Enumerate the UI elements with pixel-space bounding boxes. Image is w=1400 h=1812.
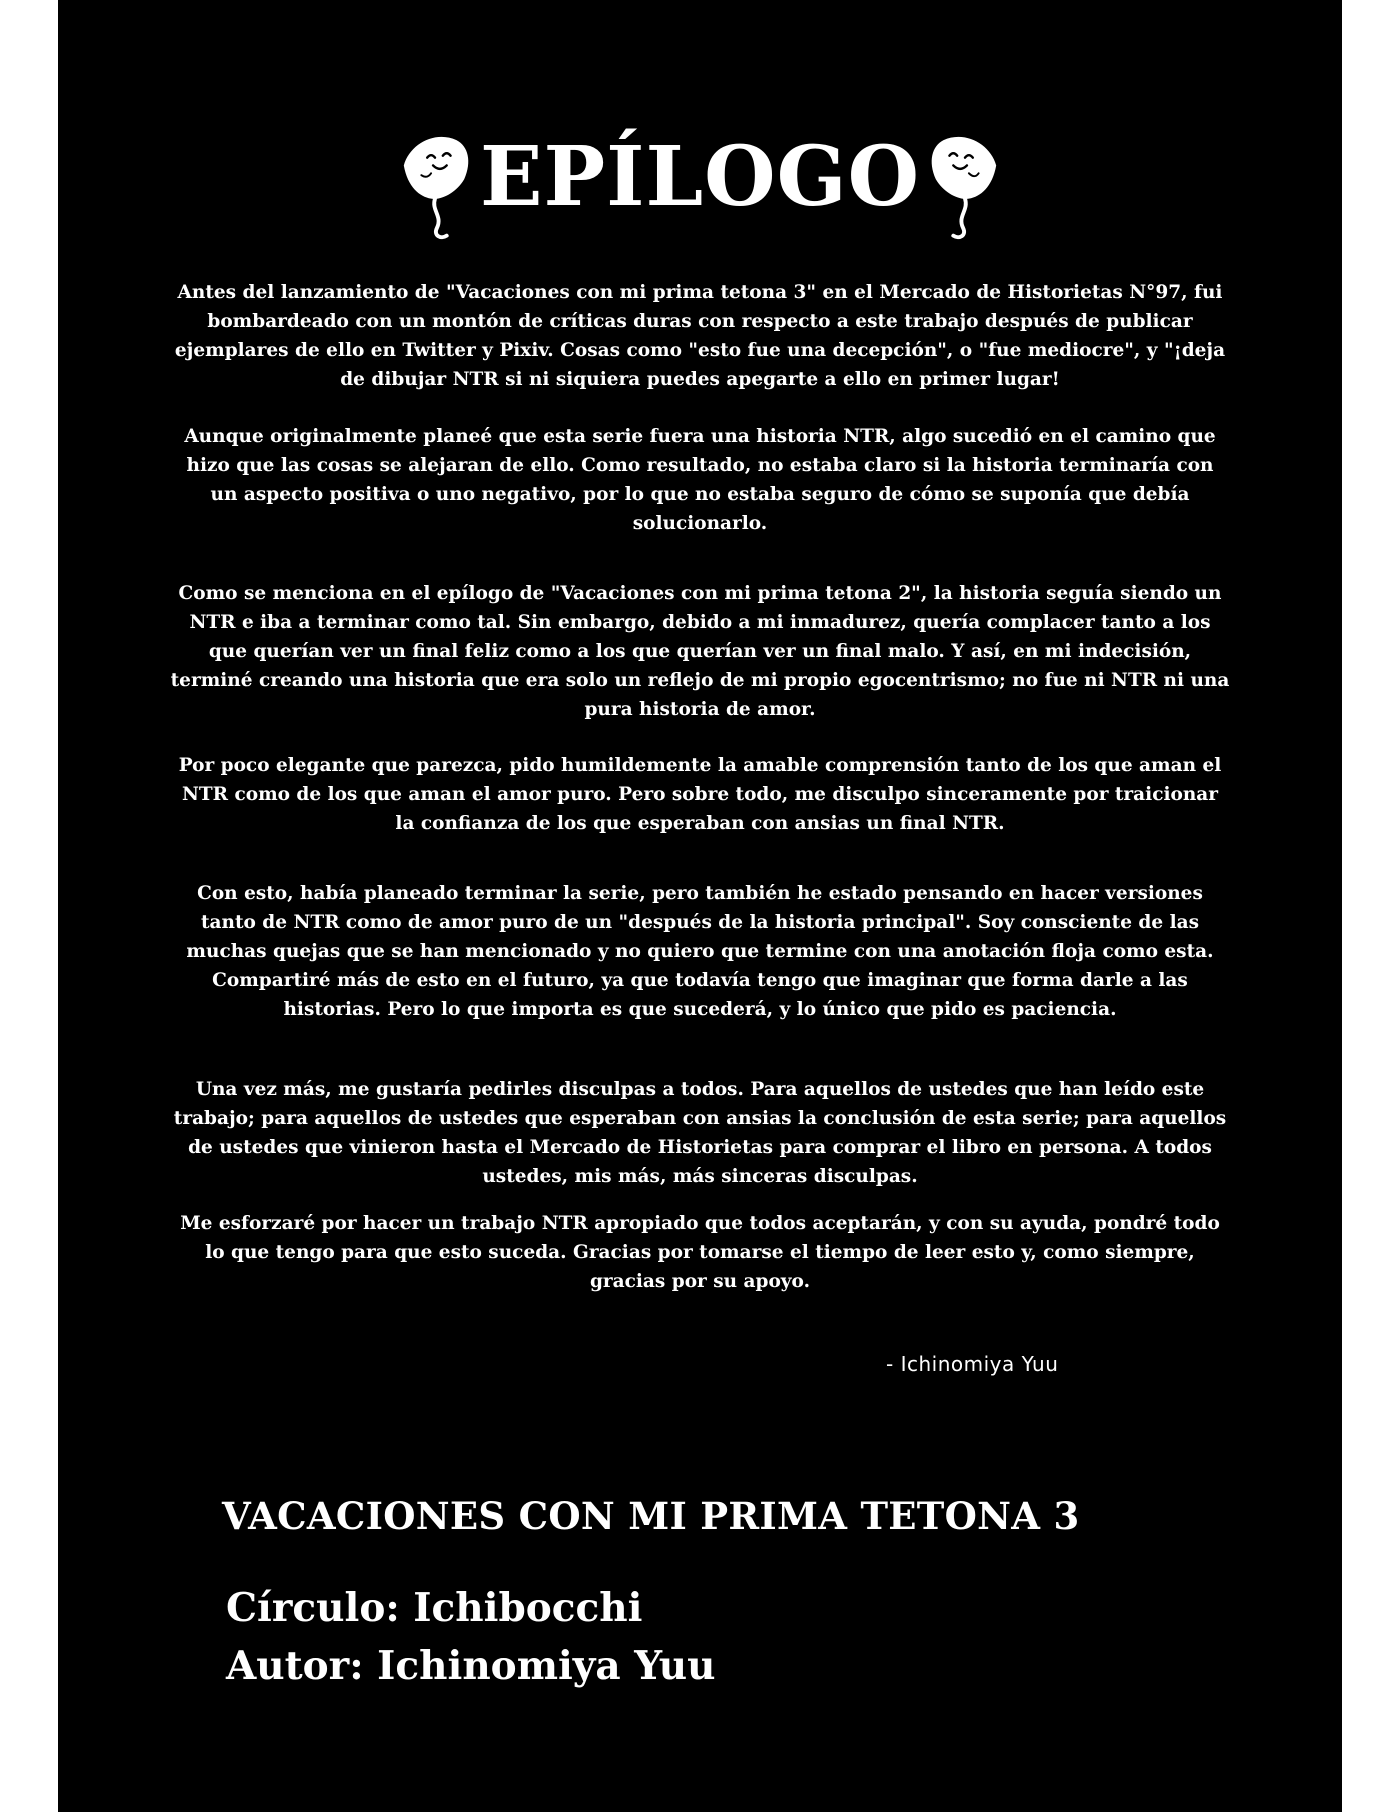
signature: - Ichinomiya Yuu <box>886 1352 1059 1376</box>
epilogue-title: EPÍLOGO <box>479 129 921 225</box>
paragraph: Como se menciona en el epílogo de "Vacaciones con mi prima tetona 2", la historia seguía siendo un NTR e iba a terminar como tal. Sin embargo, debido a mi inmadurez, quería complacer tanto a los que querían ver un final feliz como a los que querían ver un final malo. Y así, en mi indecisión, terminé creando una historia que era solo un reflejo de mi propio egocentrismo; no fue ni NTR ni una pura historia de amor. <box>170 583 1230 720</box>
paragraph: Una vez más, me gustaría pedirles disculpas a todos. Para aquellos de ustedes que han leído este trabajo; para aquellos de ustedes que esperaban con ansias la conclusión de esta serie; para aquellos de ustedes que vinieron hasta el Mercado de Historietas para comprar el libro en persona. A todos ustedes, mis más, más sinceras disculpas. <box>173 1079 1227 1187</box>
stingray-mascot-icon <box>396 122 474 244</box>
paragraph: Por poco elegante que parezca, pido humildemente la amable comprensión tanto de los que aman el NTR como de los que aman el amor puro. Pero sobre todo, me disculpo sinceramente por traicionar la confianza de los que esperaban con ansias un final NTR. <box>178 755 1222 834</box>
title-row <box>58 118 1342 248</box>
epilogue-page <box>58 0 1342 1812</box>
epilogue-body <box>170 278 1230 1296</box>
paragraph: Me esforzaré por hacer un trabajo NTR apropiado que todos aceptarán, y con su ayuda, pondré todo lo que tengo para que esto suceda. Gracias por tomarse el tiempo de leer esto y, como siempre, gracias por su apoyo. <box>180 1213 1220 1292</box>
paragraph: Antes del lanzamiento de "Vacaciones con mi prima tetona 3" en el Mercado de Historietas N°97, fui bombardeado con un montón de críticas duras con respecto a este trabajo después de publicar ejemplares de ello en Twitter y Pixiv. Cosas como "esto fue una decepción", o "fue mediocre", y "¡deja de dibujar NTR si ni siquiera puedes apegarte a ello en primer lugar! <box>174 282 1226 390</box>
paragraph: Aunque originalmente planeé que esta serie fuera una historia NTR, algo sucedió en el camino que hizo que las cosas se alejaran de ello. Como resultado, no estaba claro si la historia terminaría con un aspecto positiva o uno negativo, por lo que no estaba seguro de cómo se suponía que debía solucionarlo. <box>184 426 1216 534</box>
circle-credit: Círculo: Ichibocchi <box>226 1585 643 1631</box>
stingray-mascot-icon <box>926 122 1004 244</box>
book-title: VACACIONES CON MI PRIMA TETONA 3 <box>222 1494 1080 1538</box>
author-credit: Autor: Ichinomiya Yuu <box>226 1643 716 1689</box>
paragraph: Con esto, había planeado terminar la serie, pero también he estado pensando en hacer versiones tanto de NTR como de amor puro de un "después de la historia principal". Soy consciente de las muchas quejas que se han mencionado y no quiero que termine con una anotación floja como esta. Compartiré más de esto en el futuro, ya que todavía tengo que imaginar que forma darle a las historias. Pero lo que importa es que sucederá, y lo único que pido es paciencia. <box>186 883 1214 1020</box>
